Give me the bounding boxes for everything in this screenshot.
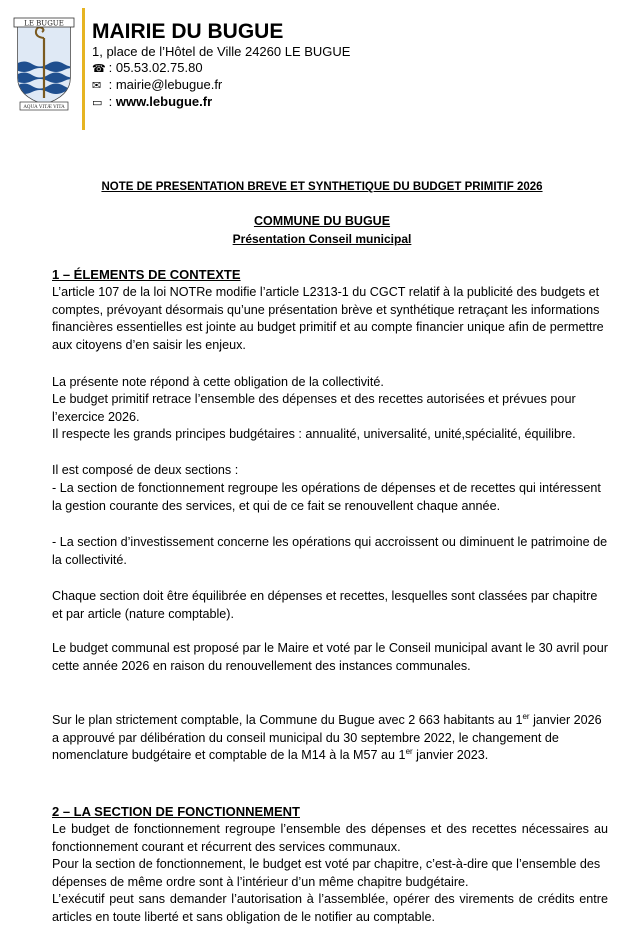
section1-paragraph-5: Le budget communal est proposé par le Maire et voté par le Conseil municipal avant le 30 avril pour cette année 2026 en raison du renouvellement des instances communales.	[52, 641, 608, 673]
section1-paragraph-2-line-2: Le budget primitif retrace l’ensemble des dépenses et des recettes autorisées et prévues pour l’exercice 2026.	[52, 392, 576, 424]
section2-paragraph-1: Le budget de fonctionnement regroupe l’ensemble des dépenses et des recettes nécessaires au fonctionnement courant et récurrent des services communaux.	[52, 822, 608, 854]
section1-paragraph-3-line-1: Il est composé de deux sections :	[52, 463, 239, 477]
section1-title: 1 – ÉLEMENTS DE CONTEXTE	[52, 267, 241, 282]
presentation-subtitle: Présentation Conseil municipal	[232, 232, 412, 246]
envelope-icon: ✉	[92, 80, 102, 92]
document-title: NOTE DE PRESENTATION BREVE ET SYNTHETIQUE DU BUDGET PRIMITIF 2026	[101, 181, 543, 193]
section1-paragraph-1: L’article 107 de la loi NOTRe modifie l’article L2313-1 du CGCT relatif à la publicité des budgets et comptes, prévoyant désormais qu’une présentation brève et synthétique retraçant les informations financières essentielles est jointe au budget primitif et au compte financier unique afin de permettre aux citoyens d’en saisir les enjeux.	[52, 285, 604, 352]
phone-icon: ☎	[92, 63, 106, 75]
section1-paragraph-2-line-1: La présente note répond à cette obligation de la collectivité.	[52, 375, 384, 389]
computer-icon: ▭	[92, 97, 103, 109]
header-accent-line	[82, 8, 85, 130]
logo-text-top: LE BUGUE	[24, 19, 64, 28]
website-link[interactable]: www.lebugue.fr	[115, 94, 213, 109]
email-line: ✉ : mairie@lebugue.fr	[92, 77, 223, 92]
section1-paragraph-2-line-3: Il respecte les grands principes budgétaires : annualité, universalité, unité,spécialité, équilibre.	[52, 427, 576, 441]
header-contact-block	[92, 20, 350, 111]
commune-logo	[12, 16, 76, 112]
section1-paragraph-3-line-3: - La section d’investissement concerne les opérations qui accroissent ou diminuent le patrimoine de la collectivité.	[52, 535, 608, 567]
logo-text-bottom: AQUA VITÆ VITA	[23, 105, 65, 111]
section1-paragraph-3-line-2: - La section de fonctionnement regroupe les opérations de dépenses et de recettes qui intéressent la gestion courante des services, et qui de ce fait se renouvellent chaque année.	[52, 481, 601, 513]
section2-title: 2 – LA SECTION DE FONCTIONNEMENT	[52, 804, 300, 819]
mairie-name: MAIRIE DU BUGUE	[92, 20, 284, 43]
section2-paragraph-2: Pour la section de fonctionnement, le budget est voté par chapitre, c’est-à-dire que l’ensemble des dépenses de même ordre sont à l’intérieur d’un même chapitre budgétaire.	[52, 857, 601, 889]
email-link[interactable]: mairie@lebugue.fr	[115, 77, 223, 92]
website-line: ▭ : www.lebugue.fr	[92, 94, 213, 109]
section2-paragraph-3: L’exécutif peut sans demander l’autorisation à l’assemblée, opérer des virements de crédits entre articles en toute liberté et sans obligation de le notifier au comptable.	[52, 892, 608, 924]
phone-number: 05.53.02.75.80	[115, 60, 203, 75]
section1-paragraph-6: Sur le plan strictement comptable, la Commune du Bugue avec 2 663 habitants au 1er janvier 2026 a approuvé par délibération du conseil municipal du 30 septembre 2022, le changement de nomenclature budgétaire et comptable de la M14 à la M57 au 1er janvier 2023.	[52, 711, 602, 762]
mairie-address: 1, place de l’Hôtel de Ville 24260 LE BUGUE	[92, 44, 351, 59]
phone-line: ☎ : 05.53.02.75.80	[92, 60, 203, 75]
commune-heading: COMMUNE DU BUGUE	[253, 214, 391, 228]
section1-paragraph-4: Chaque section doit être équilibrée en dépenses et recettes, lesquelles sont classées par chapitre et par article (nature comptable).	[52, 589, 598, 621]
